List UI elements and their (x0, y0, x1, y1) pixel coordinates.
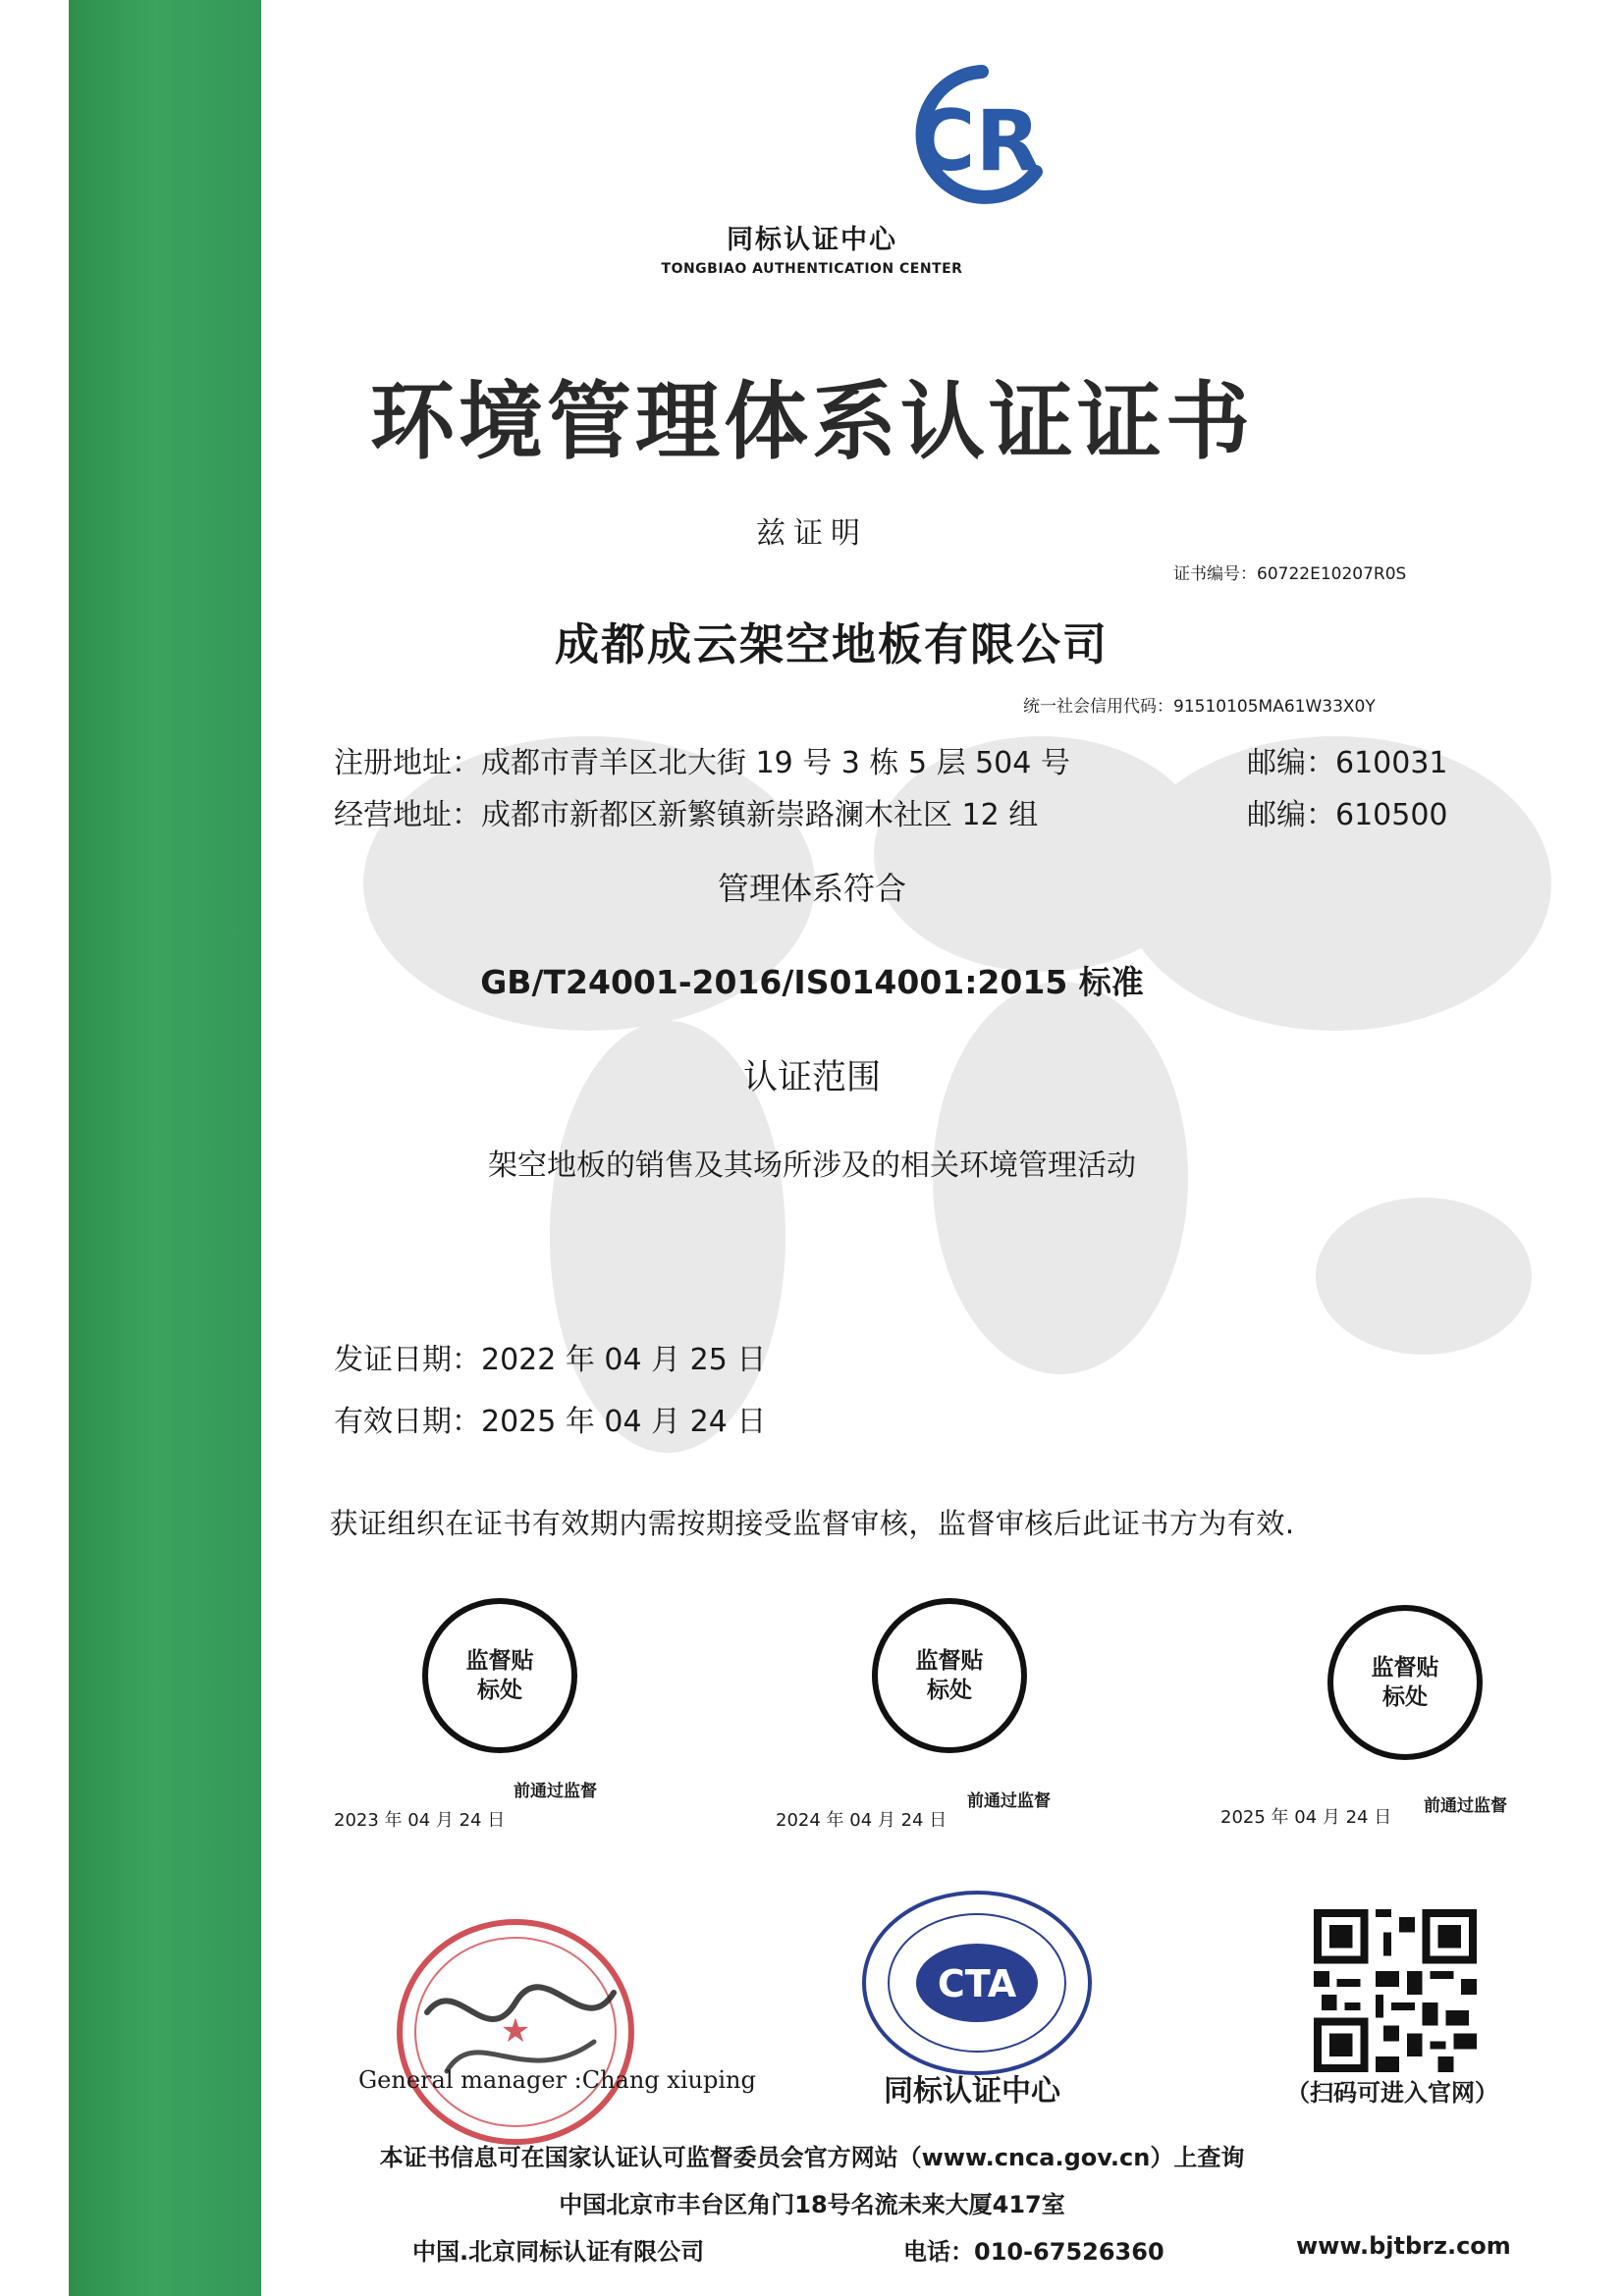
supervision-stamp-2 (872, 1598, 1027, 1753)
footer-line-2: 中国北京市丰台区角门18号名流未来大厦417室 (559, 2191, 1065, 2218)
general-manager-signature: General manager :Chang xiuping (358, 2066, 756, 2094)
registered-postcode: 邮编：610031 (1247, 746, 1448, 780)
business-address: 经营地址：成都市新都区新繁镇新崇路澜木社区 12 组 (334, 798, 1039, 832)
logo-name-en: TONGBIAO AUTHENTICATION CENTER (661, 261, 963, 277)
certificate-number: 证书编号：60722E10207R0S (1173, 564, 1407, 584)
conform-text: 管理体系符合 (717, 870, 906, 907)
logo-name-cn: 同标认证中心 (727, 225, 897, 255)
footer-company: 中国.北京同标认证有限公司 (412, 2238, 705, 2266)
business-postcode: 邮编：610500 (1247, 798, 1448, 832)
valid-date: 有效日期：2025 年 04 月 24 日 (334, 1405, 767, 1439)
supervision-date-3: 2025 年 04 月 24 日 (1220, 1807, 1392, 1828)
supervision-prev-3: 前通过监督 (1424, 1796, 1507, 1816)
scope-text: 架空地板的销售及其场所涉及的相关环境管理活动 (488, 1148, 1136, 1183)
company-name: 成都成云架空地板有限公司 (555, 618, 1110, 670)
stamp-label: 监督贴标处 (465, 1648, 534, 1703)
stamp-label: 监督贴标处 (1371, 1655, 1439, 1710)
footer-phone: 电话：010-67526360 (903, 2238, 1164, 2266)
issue-date: 发证日期：2022 年 04 月 25 日 (334, 1343, 767, 1377)
certify-text: 兹证明 (756, 516, 868, 551)
credit-code: 统一社会信用代码：91510105MA61W33X0Y (1023, 697, 1376, 717)
supervision-stamp-3 (1327, 1605, 1483, 1760)
logo-mark-text: CR (913, 92, 1041, 190)
tongbiao-logo (889, 54, 1065, 211)
registered-address: 注册地址：成都市青羊区北大街 19 号 3 栋 5 层 504 号 (334, 746, 1070, 780)
stamp-label: 监督贴标处 (915, 1648, 984, 1703)
supervision-prev-2: 前通过监督 (967, 1791, 1051, 1811)
footer-website[interactable]: www.bjtbrz.com (1296, 2232, 1511, 2260)
qr-code[interactable] (1314, 1909, 1477, 2072)
certificate-title: 环境管理体系认证证书 (370, 373, 1254, 471)
cta-seal (854, 1885, 1100, 2081)
footer-line-1: 本证书信息可在国家认证认可监督委员会官方网站（www.cnca.gov.cn）上查询 (379, 2144, 1245, 2171)
supervision-date-1: 2023 年 04 月 24 日 (334, 1810, 506, 1831)
cta-center-text: CTA (937, 1962, 1017, 2005)
svg-text:★: ★ (500, 2011, 531, 2051)
validity-notice: 获证组织在证书有效期内需按期接受监督审核，监督审核后此证书方为有效. (329, 1507, 1295, 1540)
scope-title: 认证范围 (742, 1058, 881, 1097)
supervision-date-2: 2024 年 04 月 24 日 (776, 1810, 947, 1831)
qr-caption: （扫码可进入官网） (1286, 2079, 1498, 2107)
cta-name: 同标认证中心 (884, 2074, 1060, 2109)
standard-text: GB/T24001-2016/IS014001:2015 标准 (480, 963, 1144, 1001)
supervision-stamp-1 (422, 1598, 577, 1753)
supervision-prev-1: 前通过监督 (514, 1782, 597, 1801)
